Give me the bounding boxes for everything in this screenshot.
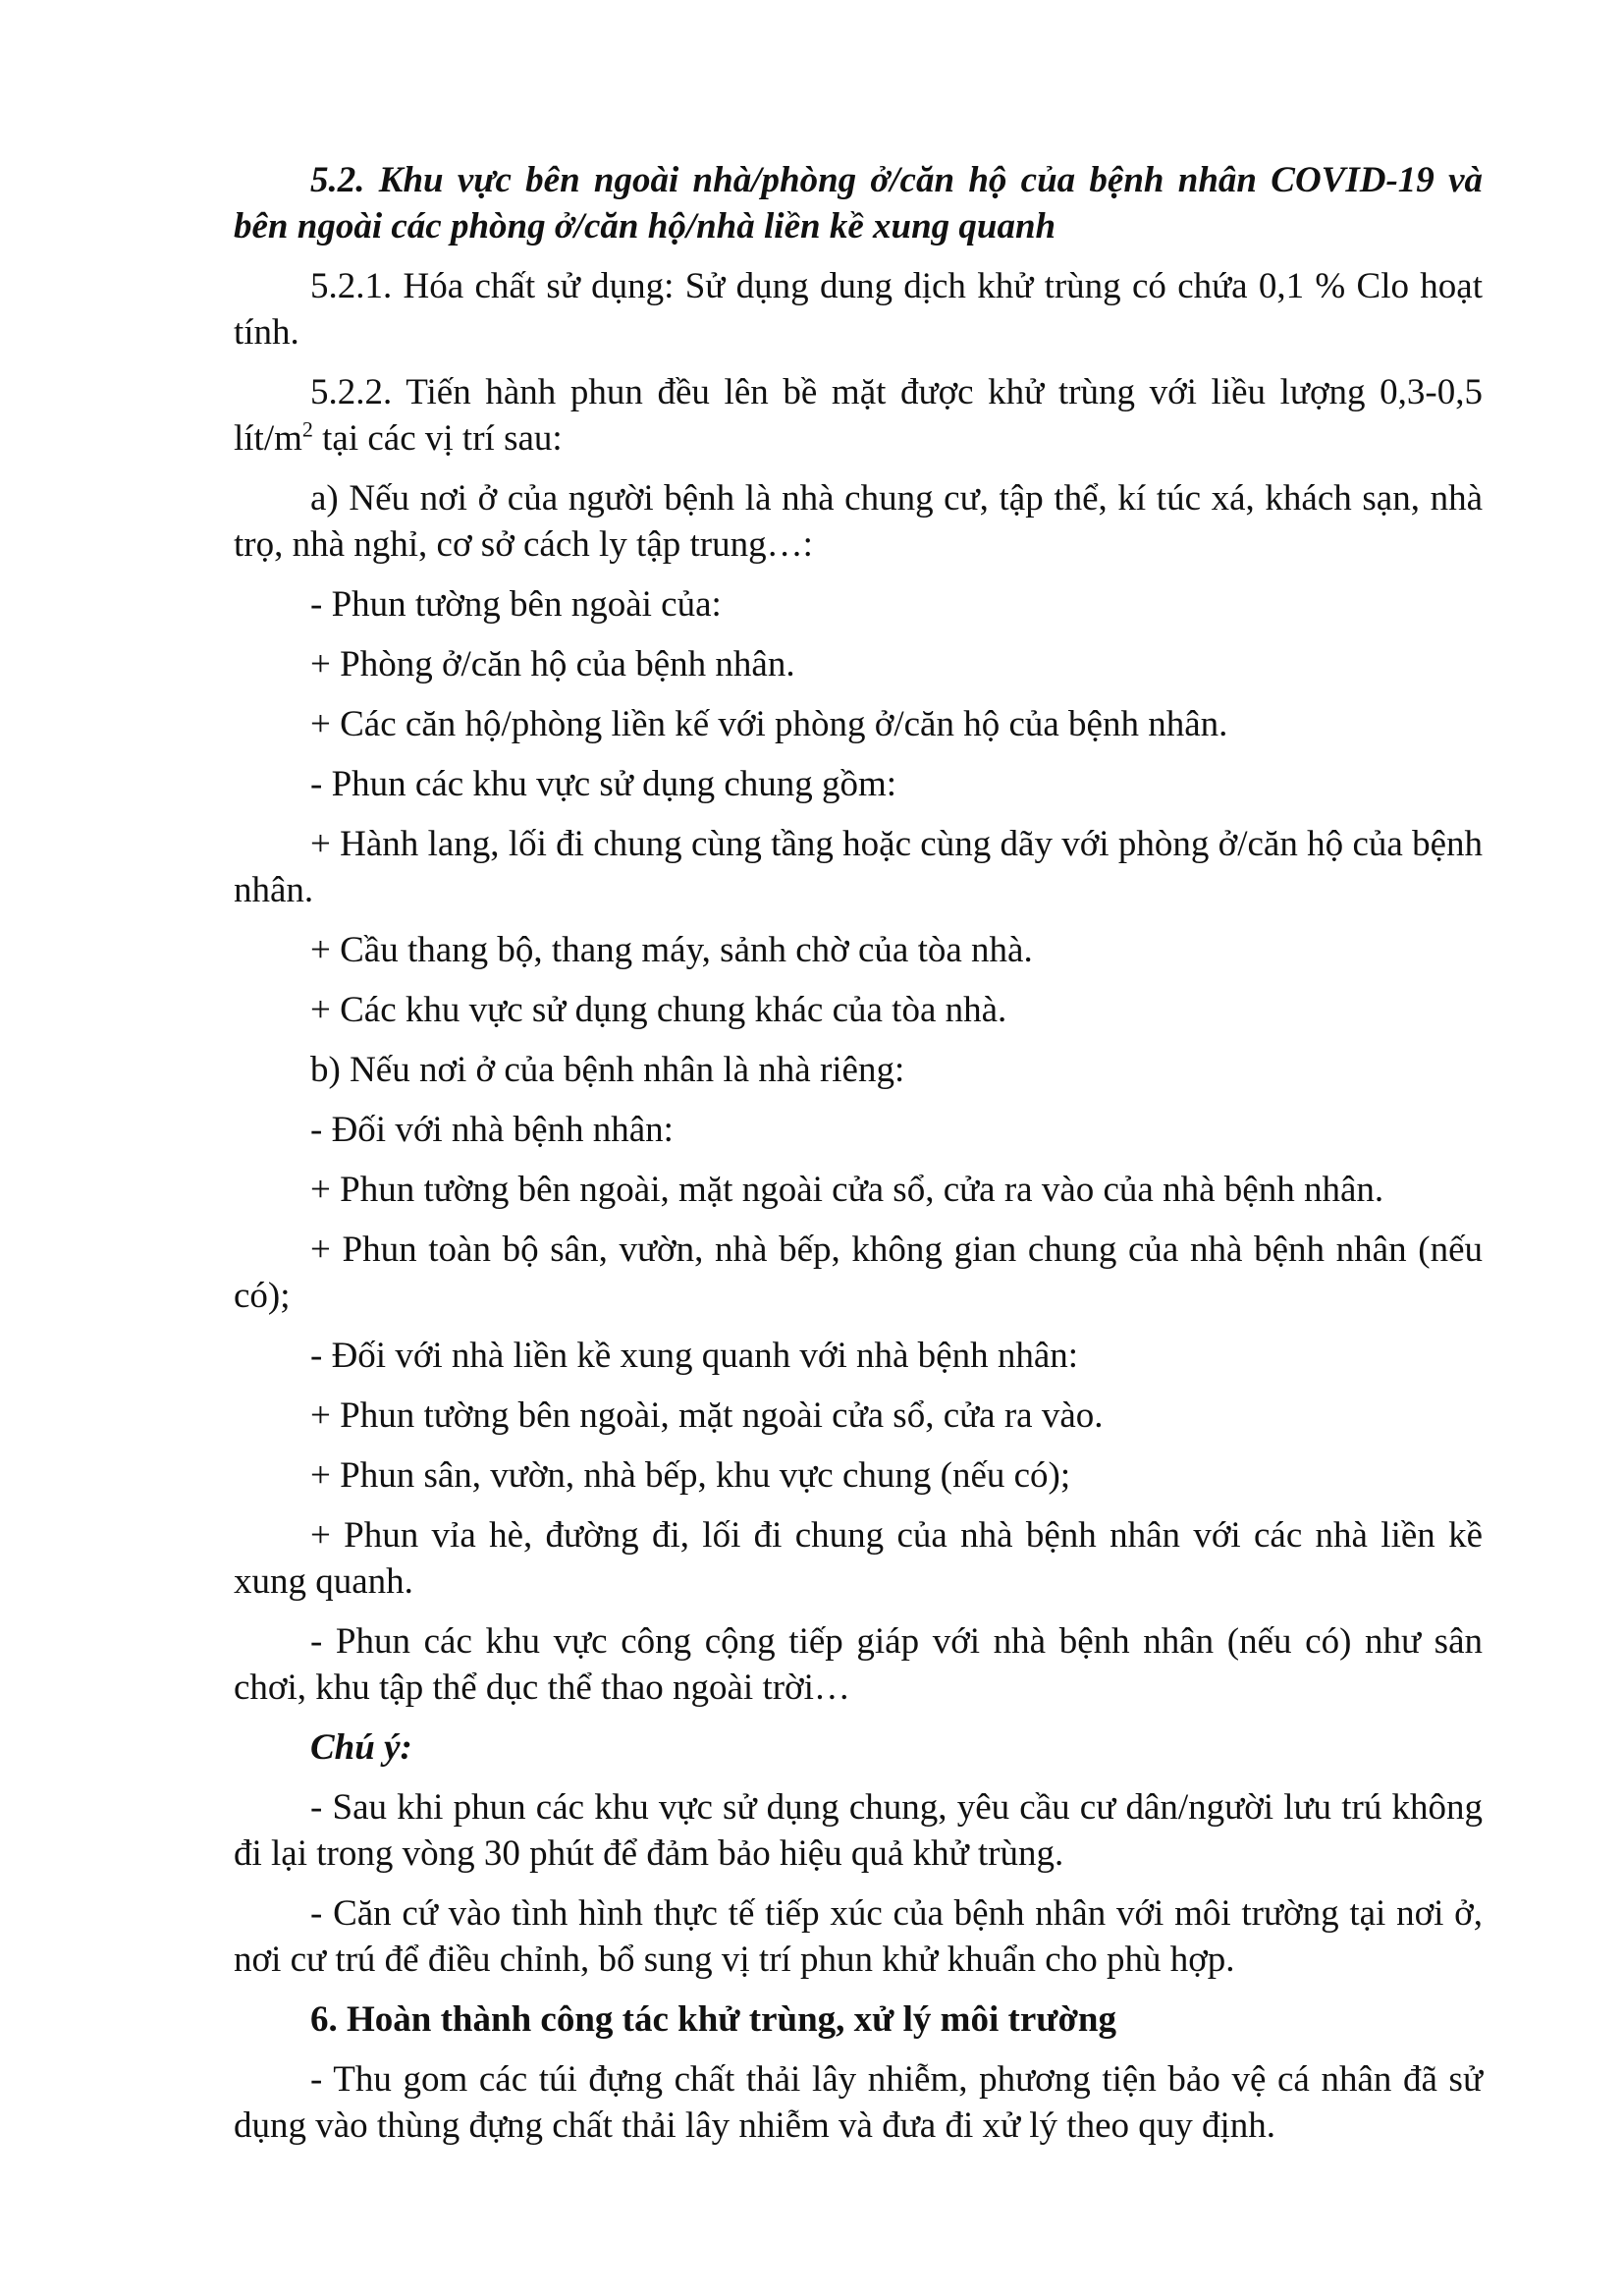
document-page (234, 157, 1483, 2162)
item-b-adjacent: - Đối với nhà liền kề xung quanh với nhà bệnh nhân: (310, 1336, 1079, 1376)
paragraph-5-2-2-text-end: tại các vị trí sau: (312, 418, 563, 459)
item-a-walls: - Phun tường bên ngoài của: (310, 584, 722, 625)
note-2: - Căn cứ vào tình hình thực tế tiếp xúc của bệnh nhân với môi trường tại nơi ở, nơi cư trú để điều chỉnh, bổ sung vị trí phun khử khuẩn cho phù hợp. (234, 1893, 1483, 1980)
item-a-intro: a) Nếu nơi ở của người bệnh là nhà chung cư, tập thể, kí túc xá, khách sạn, nhà trọ, nhà nghỉ, cơ sở cách ly tập trung…: (234, 478, 1483, 565)
superscript-2: 2 (301, 416, 313, 442)
section-5-2-heading: 5.2. Khu vực bên ngoài nhà/phòng ở/căn hộ của bệnh nhân COVID-19 và bên ngoài các phòng ở/căn hộ/nhà liền kề xung quanh (234, 160, 1483, 246)
item-a-common-3: + Các khu vực sử dụng chung khác của tòa nhà. (310, 990, 1007, 1030)
paragraph-5-2-2-text: 5.2.2. Tiến hành phun đều lên bề mặt được khử trùng với liều lượng 0,3-0,5 lít/m (234, 372, 1483, 459)
item-a-walls-1: + Phòng ở/căn hộ của bệnh nhân. (310, 644, 795, 684)
paragraph-5-2-2 (234, 369, 1483, 462)
item-b-adjacent-3: + Phun vỉa hè, đường đi, lối đi chung của nhà bệnh nhân với các nhà liền kề xung quanh. (234, 1515, 1483, 1602)
item-a-common-2: + Cầu thang bộ, thang máy, sảnh chờ của tòa nhà. (310, 930, 1033, 970)
section-6-paragraph-1: - Thu gom các túi đựng chất thải lây nhiễm, phương tiện bảo vệ cá nhân đã sử dụng vào thùng đựng chất thải lây nhiễm và đưa đi xử lý theo quy định. (234, 2059, 1483, 2146)
paragraph-5-2-1: 5.2.1. Hóa chất sử dụng: Sử dụng dung dịch khử trùng có chứa 0,1 % Clo hoạt tính. (234, 266, 1483, 353)
item-a-walls-2: + Các căn hộ/phòng liền kế với phòng ở/căn hộ của bệnh nhân. (310, 704, 1228, 744)
note-label: Chú ý: (310, 1727, 412, 1768)
item-a-common-1: + Hành lang, lối đi chung cùng tầng hoặc cùng dãy với phòng ở/căn hộ của bệnh nhân. (234, 824, 1483, 910)
item-b-patient-2: + Phun toàn bộ sân, vườn, nhà bếp, không gian chung của nhà bệnh nhân (nếu có); (234, 1230, 1483, 1316)
item-a-common: - Phun các khu vực sử dụng chung gồm: (310, 764, 897, 804)
item-b-patient: - Đối với nhà bệnh nhân: (310, 1110, 674, 1150)
item-b-patient-1: + Phun tường bên ngoài, mặt ngoài cửa sổ, cửa ra vào của nhà bệnh nhân. (310, 1170, 1384, 1210)
section-6-heading: 6. Hoàn thành công tác khử trùng, xử lý môi trường (310, 1999, 1117, 2040)
item-b-public: - Phun các khu vực công cộng tiếp giáp với nhà bệnh nhân (nếu có) như sân chơi, khu tập thể dục thể thao ngoài trời… (234, 1621, 1483, 1708)
item-b-intro: b) Nếu nơi ở của bệnh nhân là nhà riêng: (310, 1050, 905, 1090)
note-1: - Sau khi phun các khu vực sử dụng chung, yêu cầu cư dân/người lưu trú không đi lại trong vòng 30 phút để đảm bảo hiệu quả khử trùng. (234, 1787, 1483, 1874)
item-b-adjacent-1: + Phun tường bên ngoài, mặt ngoài cửa sổ, cửa ra vào. (310, 1395, 1104, 1436)
item-b-adjacent-2: + Phun sân, vườn, nhà bếp, khu vực chung (nếu có); (310, 1455, 1071, 1496)
